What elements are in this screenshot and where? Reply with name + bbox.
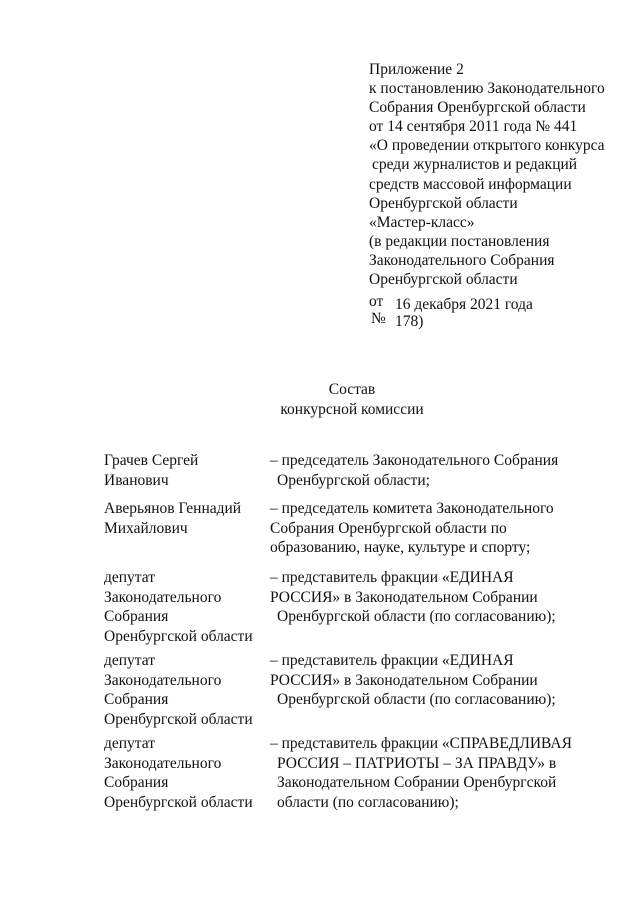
member-name: депутат Законодательного Собрания Оренбургской области [104, 652, 253, 728]
member-role: – председатель Законодательного Собрания Оренбургской области; [270, 452, 559, 489]
member-role: – представитель фракции «ЕДИНАЯ РОССИЯ» в Законодательном Собрании Оренбургской области (по согласованию); [270, 569, 556, 625]
amendment-date: 16 декабря 2021 года [395, 296, 533, 314]
appendix-line: Приложение 2 [369, 61, 464, 78]
appendix-line: Оренбургской области [369, 271, 518, 289]
member-role: – представитель фракции «ЕДИНАЯ РОССИЯ» в Законодательном Собрании Оренбургской области (по согласованию); [270, 652, 556, 708]
appendix-line: Собрания Оренбургской области [369, 99, 586, 117]
amendment-date-block [369, 293, 605, 330]
appendix-line: «О проведении открытого конкурса [369, 137, 605, 155]
appendix-line: к постановлению Законодательного [369, 80, 605, 98]
appendix-line: (в редакции постановления [369, 232, 550, 250]
appendix-line: от 14 сентября 2011 года № 441 [369, 118, 578, 136]
title-line: конкурсной комиссии [280, 400, 424, 418]
ot-label: от [369, 293, 384, 311]
appendix-line: средств массовой информации [369, 175, 572, 193]
member-name: Аверьянов Геннадий Михайлович [104, 500, 242, 537]
amendment-number: 178) [395, 313, 424, 331]
appendix-line: «Мастер-класс» [369, 213, 475, 231]
appendix-line: Законодательного Собрания [369, 251, 555, 269]
appendix-header [369, 60, 605, 330]
member-role: – представитель фракции «СПРАВЕДЛИВАЯ РОССИЯ – ПАТРИОТЫ – ЗА ПРАВДУ» в Законодательном Собрании Оренбургской области (по согласованию); [270, 735, 572, 811]
member-role: – председатель комитета Законодательного Собрания Оренбургской области по образованию, науке, культуре и спорту; [270, 500, 554, 556]
member-name: депутат Законодательного Собрания Оренбургской области [104, 569, 253, 645]
appendix-line: Оренбургской области [369, 194, 518, 212]
member-name: депутат Законодательного Собрания Оренбургской области [104, 735, 253, 811]
number-sign: № [371, 310, 386, 328]
appendix-line: среди журналистов и редакций [372, 156, 578, 174]
section-title [0, 380, 640, 419]
title-line: Состав [328, 381, 376, 398]
member-name: Грачев Сергей Иванович [104, 452, 199, 489]
